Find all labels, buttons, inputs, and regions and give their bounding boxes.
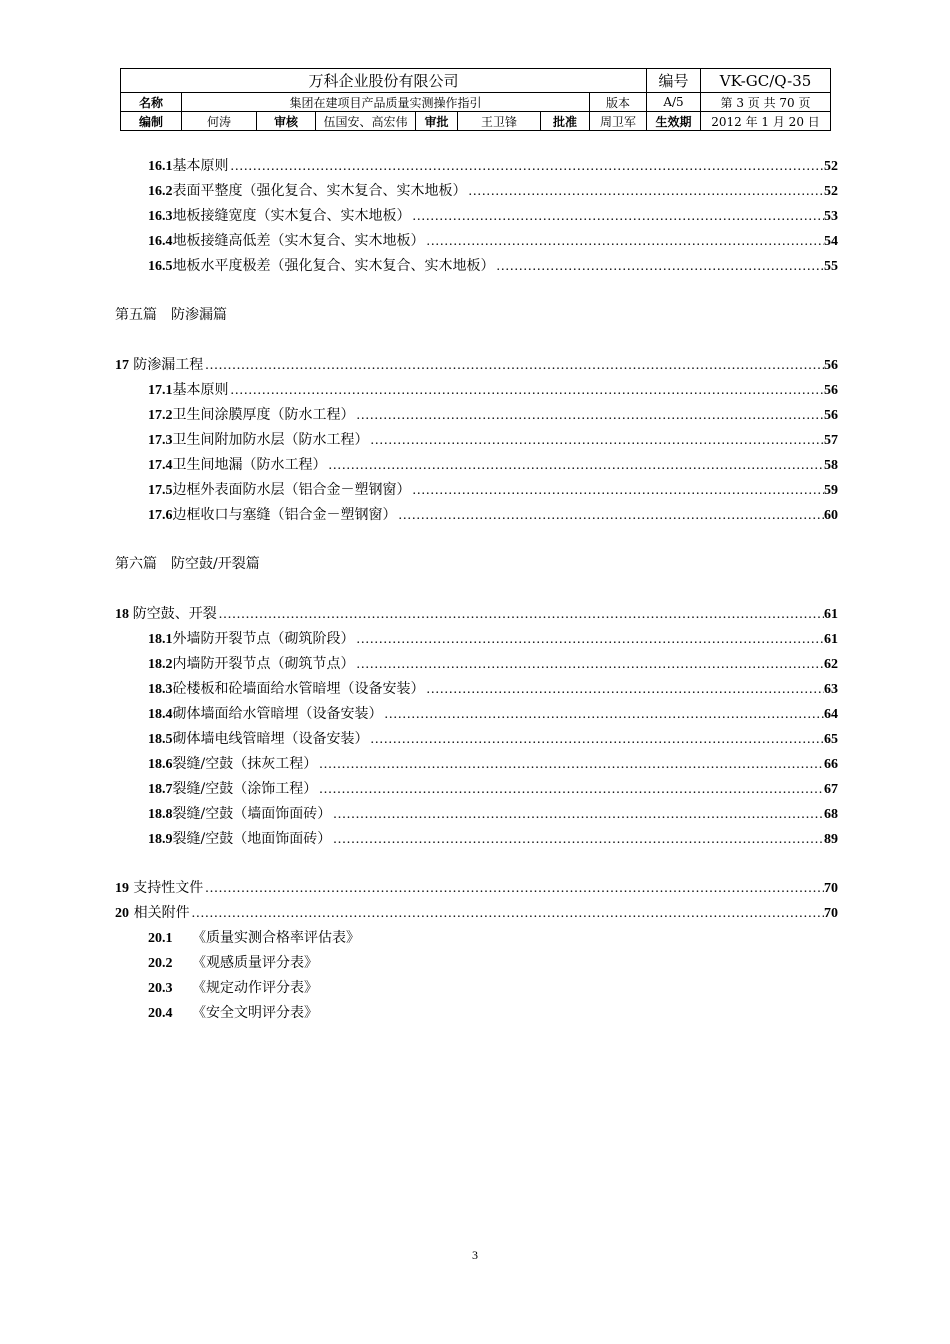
toc-entry[interactable]: 18.7 裂缝/空鼓（涂饰工程） ..... 67 [148, 780, 838, 799]
page-number: 3 [472, 1248, 478, 1262]
toc-entry[interactable]: 17.2 卫生间涂膜厚度（防水工程） ..... 56 [148, 406, 838, 425]
version-label: 版本 [590, 93, 647, 112]
page-info: 第 3 页 共 70 页 [701, 93, 831, 112]
version-value: A/5 [647, 93, 701, 112]
approve-value: 周卫军 [590, 112, 647, 131]
effective-label: 生效期 [647, 112, 701, 131]
toc-chapter[interactable]: 18 防空鼓、开裂 ..... 61 [115, 605, 838, 624]
toc-entry[interactable]: 20.1 《质量实测合格率评估表》 [148, 930, 360, 946]
toc-entry[interactable]: 18.8 裂缝/空鼓（墙面饰面砖） ..... 68 [148, 805, 838, 824]
code-value: VK-GC/Q-35 [701, 69, 831, 93]
toc-entry[interactable]: 17.5 边框外表面防水层（铝合金－塑钢窗） ..... 59 [148, 481, 838, 500]
toc-entry[interactable]: 16.2 表面平整度（强化复合、实木复合、实木地板） ..... 52 [148, 182, 838, 201]
toc-entry[interactable]: 16.5 地板水平度极差（强化复合、实木复合、实木地板） ..... 55 [148, 257, 838, 276]
toc-entry[interactable]: 18.9 裂缝/空鼓（地面饰面砖） ..... 89 [148, 830, 838, 849]
code-label: 编号 [647, 69, 701, 93]
toc-entry[interactable]: 17.1 基本原则 ..... 56 [148, 381, 838, 400]
toc-chapter[interactable]: 19 支持性文件 ..... 70 [115, 879, 838, 898]
toc-entry[interactable]: 17.4 卫生间地漏（防水工程） ..... 58 [148, 456, 838, 475]
part-heading-6: 第六篇 防空鼓/开裂篇 [115, 556, 260, 572]
toc-entry[interactable]: 18.5 砌体墙电线管暗埋（设备安装） ..... 65 [148, 730, 838, 749]
approve-label: 批准 [541, 112, 590, 131]
toc-entry[interactable]: 18.3 砼楼板和砼墙面给水管暗埋（设备安装） ..... 63 [148, 680, 838, 699]
toc-chapter[interactable]: 17 防渗漏工程 ..... 56 [115, 356, 838, 375]
toc-entry[interactable]: 20.4 《安全文明评分表》 [148, 1005, 318, 1021]
audit-value: 王卫锋 [458, 112, 541, 131]
toc-entry[interactable]: 16.4 地板接缝高低差（实木复合、实木地板） ..... 54 [148, 232, 838, 251]
toc-entry[interactable]: 20.3 《规定动作评分表》 [148, 980, 318, 996]
company-name: 万科企业股份有限公司 [121, 69, 647, 93]
toc-entry[interactable]: 18.2 内墙防开裂节点（砌筑节点） ..... 62 [148, 655, 838, 674]
audit-label: 审批 [416, 112, 458, 131]
toc-entry[interactable]: 18.6 裂缝/空鼓（抹灰工程） ..... 66 [148, 755, 838, 774]
toc-entry[interactable]: 18.1 外墙防开裂节点（砌筑阶段） ..... 61 [148, 630, 838, 649]
author-label: 编制 [121, 112, 182, 131]
toc-entry[interactable]: 20.2 《观感质量评分表》 [148, 955, 318, 971]
toc-entry[interactable]: 16.3 地板接缝宽度（实木复合、实木地板） ..... 53 [148, 207, 838, 226]
toc-entry[interactable]: 17.3 卫生间附加防水层（防水工程） ..... 57 [148, 431, 838, 450]
author-value: 何涛 [182, 112, 257, 131]
document-header-table [120, 68, 831, 131]
toc-chapter[interactable]: 20 相关附件 ..... 70 [115, 904, 838, 923]
review-label: 审核 [257, 112, 316, 131]
review-value: 伍国安、高宏伟 [316, 112, 416, 131]
document-name: 集团在建项目产品质量实测操作指引 [182, 93, 590, 112]
toc-entry[interactable]: 17.6 边框收口与塞缝（铝合金－塑钢窗） ..... 60 [148, 506, 838, 525]
toc-entry[interactable]: 18.4 砌体墙面给水管暗埋（设备安装） ..... 64 [148, 705, 838, 724]
toc-entry[interactable]: 16.1 基本原则 ..... 52 [148, 157, 838, 176]
part-heading-5: 第五篇 防渗漏篇 [115, 307, 227, 323]
name-label: 名称 [121, 93, 182, 112]
effective-date: 2012 年 1 月 20 日 [701, 112, 831, 131]
